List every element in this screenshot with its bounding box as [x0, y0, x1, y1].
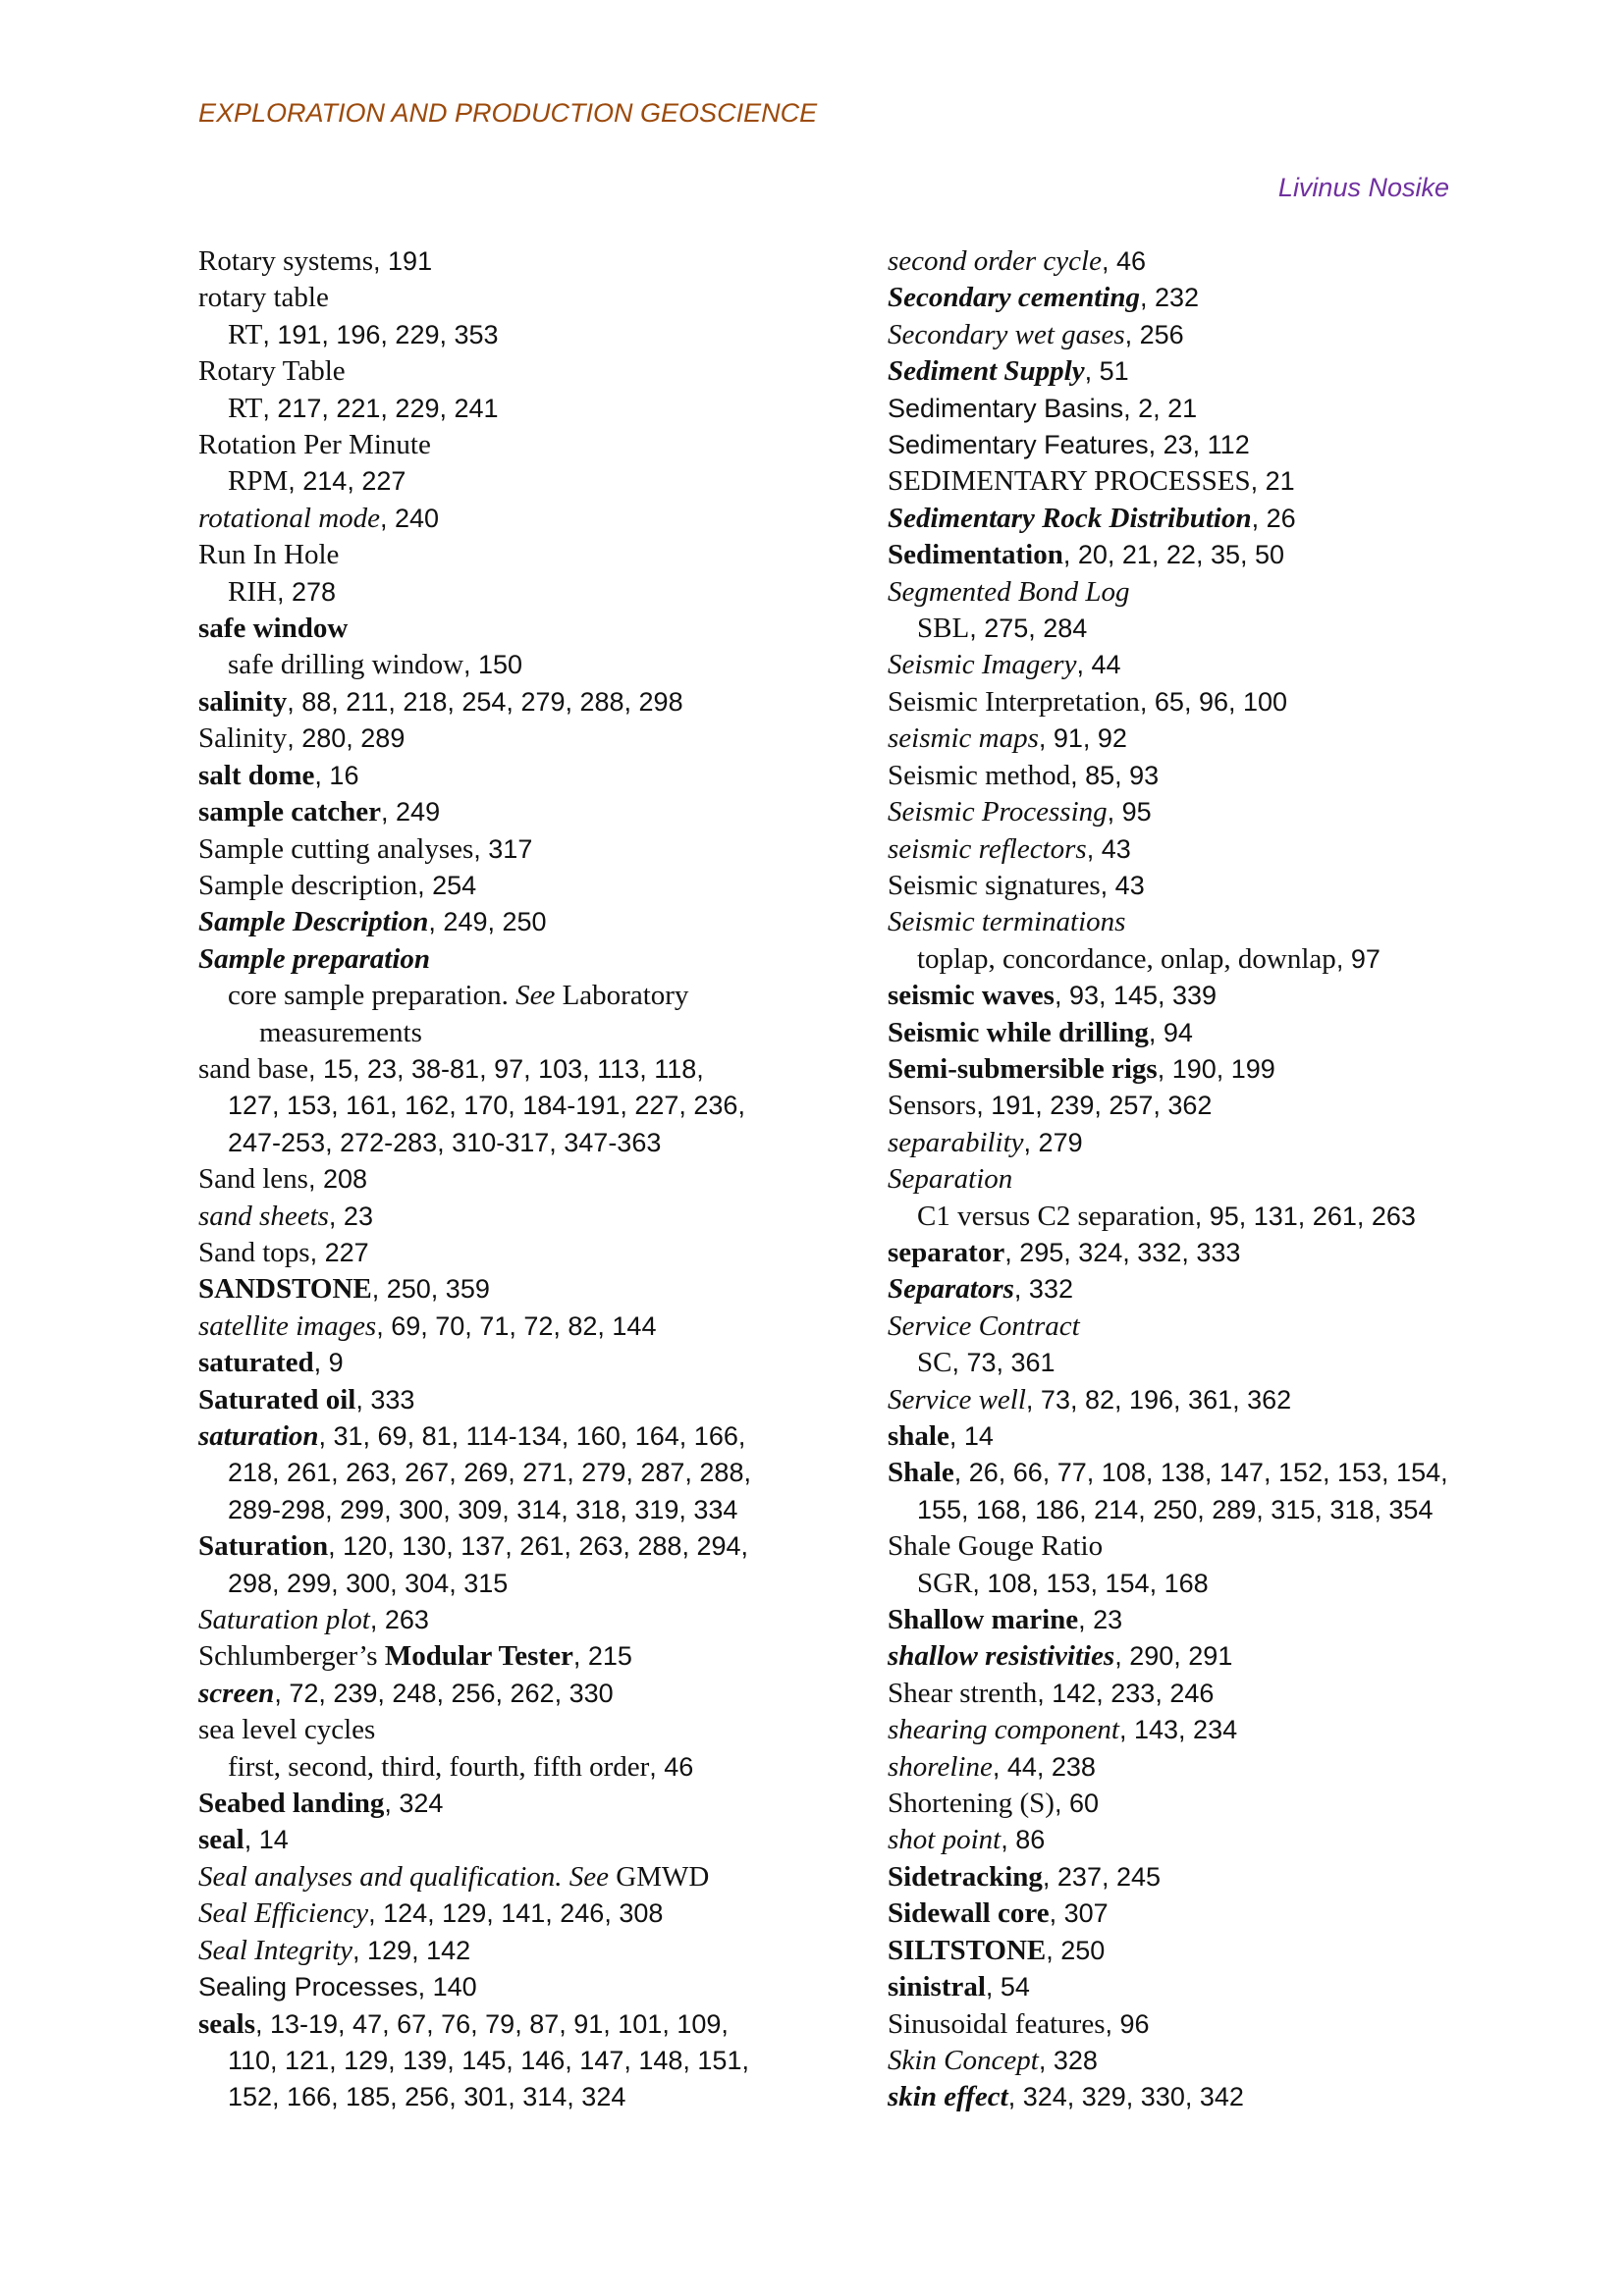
index-term: shallow resistivities [888, 1640, 1115, 1673]
index-page-numbers: , 249 [381, 797, 441, 828]
index-term: Seismic signatures [888, 869, 1101, 901]
index-entry [888, 611, 1516, 647]
index-page-numbers: , 227 [309, 1237, 369, 1267]
index-term: Seismic while drilling [888, 1016, 1149, 1048]
index-page-numbers: , 23, 112 [1148, 430, 1250, 460]
index-term: Separators [888, 1273, 1014, 1306]
index-entry [888, 1382, 1516, 1418]
index-entry [888, 391, 1516, 427]
index-term: Seal analyses and qualification [198, 1860, 556, 1893]
index-page-numbers: , 254 [417, 870, 477, 900]
index-term: Sedimentary Rock Distribution [888, 502, 1252, 534]
index-entry [198, 831, 827, 868]
index-entry [888, 1786, 1516, 1822]
index-page-numbers: , 232 [1139, 283, 1200, 313]
index-entry [888, 1015, 1516, 1051]
index-term: Seismic Interpretation [888, 685, 1140, 718]
index-entry [198, 1308, 827, 1345]
index-entry [888, 1676, 1516, 1712]
index-page-numbers: , 317 [473, 833, 533, 864]
index-page-numbers: , 93, 145, 339 [1054, 981, 1218, 1011]
index-entry [198, 317, 827, 353]
index-entry [198, 684, 827, 721]
index-entry [888, 904, 1516, 940]
index-entry [888, 868, 1516, 904]
index-term: Sensors [888, 1090, 977, 1122]
index-entry [888, 537, 1516, 573]
index-term: Segmented Bond Log [888, 575, 1130, 608]
index-term: salinity [198, 685, 288, 718]
index-page-numbers: , 69, 70, 71, 72, 82, 144 [376, 1310, 657, 1341]
index-entry [888, 2043, 1516, 2079]
index-entry [888, 574, 1516, 611]
index-term: SANDSTONE [198, 1273, 372, 1306]
index-entry [198, 1602, 827, 1638]
index-entry [888, 1969, 1516, 2005]
index-entry [198, 1492, 827, 1528]
index-entry [198, 463, 827, 500]
see-reference-target: Laboratory [555, 980, 689, 1012]
index-page-numbers: , 97 [1335, 943, 1380, 974]
index-page-numbers: , 95 [1107, 797, 1152, 828]
index-column-left [198, 243, 827, 2116]
index-term: Sidewall core [888, 1897, 1050, 1930]
index-page-numbers: 127, 153, 161, 162, 170, 184-191, 227, 236, [228, 1091, 745, 1121]
index-entry [888, 1088, 1516, 1124]
index-page-numbers: , 95, 131, 261, 263 [1194, 1201, 1416, 1231]
index-entry [198, 1455, 827, 1491]
index-entry [888, 1308, 1516, 1345]
index-term: Sedimentary Basins [888, 393, 1124, 423]
index-term: second order cycle [888, 245, 1102, 277]
index-term: seismic maps [888, 722, 1039, 755]
index-page-numbers: , 16 [314, 760, 359, 790]
index-page-numbers: , 26 [1251, 503, 1296, 533]
index-term: Schlumberger’s [198, 1640, 385, 1673]
index-term: rotary table [198, 282, 329, 314]
index-entry [198, 1418, 827, 1455]
index-page-numbers: , 46 [1101, 246, 1146, 276]
running-header-title: EXPLORATION AND PRODUCTION GEOSCIENCE [198, 98, 818, 128]
index-page-numbers: , 26, 66, 77, 108, 138, 147, 152, 153, 154, [953, 1458, 1448, 1488]
index-entry [888, 1271, 1516, 1308]
index-page-numbers: , 54 [985, 1972, 1030, 2002]
index-term: measurements [259, 1016, 422, 1048]
index-page-numbers: , 88, 211, 218, 254, 279, 288, 298 [287, 686, 683, 717]
index-term: skin effect [888, 2081, 1008, 2113]
index-entry [198, 1015, 827, 1051]
index-term: seismic waves [888, 980, 1055, 1012]
index-page-numbers: , 85, 93 [1070, 760, 1160, 790]
index-entry [888, 427, 1516, 463]
index-page-numbers: , 142, 233, 246 [1037, 1678, 1215, 1708]
index-page-numbers: , 214, 227 [288, 466, 406, 497]
index-page-numbers: , 124, 129, 141, 246, 308 [368, 1898, 664, 1929]
index-term: SC [917, 1347, 952, 1379]
index-entry [888, 1712, 1516, 1748]
index-page-numbers: , 21 [1250, 466, 1295, 497]
index-page-numbers: , 20, 21, 22, 35, 50 [1062, 540, 1285, 570]
index-entry [888, 1602, 1516, 1638]
index-term: satellite images [198, 1309, 377, 1342]
index-page-numbers: , 249, 250 [428, 907, 547, 937]
index-term: Sample description [198, 869, 418, 901]
index-entry [888, 684, 1516, 721]
index-page-numbers: , 279 [1023, 1127, 1083, 1157]
index-page-numbers: , 324 [384, 1789, 444, 1819]
index-page-numbers: , 263 [369, 1605, 429, 1635]
index-term: Shale [888, 1457, 954, 1489]
index-entry [888, 831, 1516, 868]
index-page-numbers: , 108, 153, 154, 168 [972, 1568, 1209, 1598]
index-entry [198, 537, 827, 573]
index-entry [198, 904, 827, 940]
index-entry [198, 647, 827, 683]
index-page-numbers: , 14 [244, 1825, 289, 1855]
index-term: Sand tops [198, 1236, 310, 1268]
index-entry [888, 1125, 1516, 1161]
index-term: Seismic terminations [888, 906, 1126, 938]
index-page-numbers: , 86 [1001, 1825, 1046, 1855]
index-page-numbers: , 14 [948, 1421, 994, 1451]
index-page-numbers: , 96 [1105, 2008, 1150, 2039]
index-entry [198, 941, 827, 978]
index-page-numbers: , 13-19, 47, 67, 76, 79, 87, 91, 101, 109, [255, 2008, 729, 2039]
index-page-numbers: , 208 [307, 1164, 368, 1195]
index-term: RT [228, 318, 263, 350]
index-term: Saturation [198, 1530, 329, 1563]
index-entry [198, 721, 827, 757]
index-page-numbers: , 44 [1076, 650, 1121, 680]
index-term: C1 versus C2 separation [917, 1200, 1195, 1232]
running-header-author: Livinus Nosike [1277, 173, 1449, 202]
index-entry [198, 758, 827, 794]
index-entry [888, 1749, 1516, 1786]
index-term: saturated [198, 1347, 314, 1379]
index-term: Seal Efficiency [198, 1897, 369, 1930]
index-term: Secondary wet gases [888, 318, 1125, 350]
index-term: Seabed landing [198, 1788, 385, 1820]
index-term: Sample Description [198, 906, 429, 938]
index-page-numbers: , 43 [1100, 870, 1145, 900]
index-entry [198, 1051, 827, 1088]
index-entry [198, 243, 827, 280]
index-term: Shortening (S) [888, 1788, 1055, 1820]
index-entry [888, 243, 1516, 280]
index-page-numbers: , 129, 142 [352, 1935, 471, 1965]
index-page-numbers: , 191, 239, 257, 362 [976, 1091, 1213, 1121]
index-page-numbers: , 332 [1013, 1274, 1073, 1305]
index-page-numbers: , 73, 82, 196, 361, 362 [1025, 1384, 1292, 1415]
index-page-numbers: , 120, 130, 137, 261, 263, 288, 294, [328, 1531, 749, 1562]
index-term: Sedimentary Features [888, 430, 1149, 460]
index-page-numbers: , 190, 199 [1157, 1053, 1275, 1084]
index-entry [198, 1859, 827, 1896]
index-page-numbers: , 237, 245 [1042, 1861, 1162, 1892]
index-entry [198, 501, 827, 537]
index-term: SGR [917, 1567, 973, 1599]
index-entry [888, 1566, 1516, 1602]
index-entry [198, 1125, 827, 1161]
index-entry [198, 978, 827, 1014]
index-term: Rotary systems [198, 245, 374, 277]
index-entry [888, 2079, 1516, 2115]
index-term: RIH [228, 575, 277, 608]
index-page-numbers: , 256 [1124, 319, 1184, 349]
index-term-bold: Modular Tester [384, 1640, 573, 1673]
index-entry [198, 2079, 827, 2115]
index-entry [888, 1345, 1516, 1381]
index-page-numbers: , 31, 69, 81, 114-134, 160, 164, 166, [318, 1421, 746, 1451]
index-entry [198, 794, 827, 830]
index-term: Seal Integrity [198, 1934, 353, 1966]
index-entry [198, 427, 827, 463]
index-term: Salinity [198, 722, 288, 755]
see-reference-label: . See [555, 1860, 610, 1893]
index-term: RPM [228, 465, 289, 498]
index-page-numbers: , 9 [313, 1348, 344, 1378]
index-entry [198, 1786, 827, 1822]
index-page-numbers: , 143, 234 [1119, 1715, 1238, 1745]
index-term: Saturated oil [198, 1383, 356, 1415]
index-entry [888, 1638, 1516, 1675]
index-page-numbers: , 91, 92 [1038, 723, 1127, 754]
index-entry [888, 1859, 1516, 1896]
index-entry [888, 1161, 1516, 1198]
index-page-numbers: 298, 299, 300, 304, 315 [228, 1568, 509, 1598]
index-term: rotational mode [198, 502, 381, 534]
index-term: Seismic method [888, 759, 1071, 791]
index-page-numbers: , 72, 239, 248, 256, 262, 330 [274, 1678, 614, 1708]
index-entry [198, 574, 827, 611]
index-page-numbers: , 23 [328, 1201, 373, 1231]
index-page-numbers: 218, 261, 263, 267, 269, 271, 279, 287, 288, [228, 1458, 751, 1488]
index-term: Separation [888, 1163, 1013, 1196]
index-page-numbers: , 191 [373, 246, 433, 276]
index-page-numbers: , 140 [417, 1972, 477, 2002]
index-entry [198, 1566, 827, 1602]
index-term: SEDIMENTARY PROCESSES [888, 465, 1251, 498]
index-entry [198, 1896, 827, 1932]
index-term: sea level cycles [198, 1714, 376, 1746]
index-entry [888, 353, 1516, 390]
index-entry [198, 391, 827, 427]
index-term: seals [198, 2007, 255, 2040]
index-page-numbers: , 250 [1046, 1935, 1106, 1965]
index-entry [888, 794, 1516, 830]
index-term: shoreline [888, 1750, 993, 1783]
index-page-numbers: , 46 [649, 1751, 694, 1782]
index-page-numbers: , 44, 238 [992, 1751, 1096, 1782]
index-term: RT [228, 392, 263, 424]
index-term: sand sheets [198, 1200, 329, 1232]
index-term: Seismic Imagery [888, 649, 1077, 681]
index-term: shearing component [888, 1714, 1119, 1746]
index-page-numbers: , 51 [1084, 356, 1129, 387]
index-term: screen [198, 1677, 275, 1709]
index-term: separability [888, 1126, 1024, 1158]
index-entry [888, 1235, 1516, 1271]
index-entry [888, 501, 1516, 537]
index-entry [198, 2043, 827, 2079]
index-term: Semi-submersible rigs [888, 1052, 1158, 1085]
index-entry [198, 353, 827, 390]
index-term: seismic reflectors [888, 832, 1087, 865]
index-page-numbers: , 65, 96, 100 [1139, 686, 1288, 717]
index-term: Skin Concept [888, 2044, 1039, 2076]
index-entry [888, 1455, 1516, 1491]
index-entry [888, 721, 1516, 757]
index-term: core sample preparation. [228, 980, 516, 1012]
index-term: first, second, third, fourth, fifth order [228, 1750, 650, 1783]
index-entry [888, 758, 1516, 794]
index-entry [198, 1676, 827, 1712]
index-term: Service Contract [888, 1309, 1080, 1342]
index-entry [888, 463, 1516, 500]
index-page-numbers: , 60 [1054, 1789, 1100, 1819]
index-column-right [888, 243, 1516, 2116]
index-entry [198, 868, 827, 904]
index-entry [198, 611, 827, 647]
index-term: sinistral [888, 1971, 986, 2003]
index-page-numbers: , 307 [1049, 1898, 1109, 1929]
index-entry [888, 1492, 1516, 1528]
index-entry [888, 1051, 1516, 1088]
index-page-numbers: , 217, 221, 229, 241 [262, 393, 499, 423]
index-page-numbers: , 328 [1038, 2045, 1098, 2075]
index-term: shot point [888, 1824, 1001, 1856]
index-term: Shale Gouge Ratio [888, 1530, 1104, 1563]
index-page-numbers: , 240 [380, 503, 440, 533]
index-term: Sand lens [198, 1163, 308, 1196]
index-page-numbers: , 23 [1078, 1605, 1123, 1635]
index-entry [198, 1528, 827, 1565]
index-term: seal [198, 1824, 244, 1856]
index-page-numbers: 110, 121, 129, 139, 145, 146, 147, 148, 151, [228, 2045, 749, 2075]
index-entry [888, 1822, 1516, 1858]
index-term: Shear strenth [888, 1677, 1038, 1709]
index-term: safe window [198, 613, 349, 645]
index-term: Saturation plot [198, 1604, 370, 1636]
index-term: Rotation Per Minute [198, 429, 431, 461]
index-entry [888, 1199, 1516, 1235]
index-term: SBL [917, 613, 970, 645]
index-entry [888, 280, 1516, 316]
index-page-numbers: , 333 [355, 1384, 415, 1415]
index-page-numbers: , 15, 23, 38-81, 97, 103, 113, 118, [307, 1053, 704, 1084]
index-page-numbers: , 150 [463, 650, 523, 680]
index-term: Sinusoidal features [888, 2007, 1106, 2040]
index-entry [198, 1933, 827, 1969]
index-entry [198, 1345, 827, 1381]
index-page-numbers: , 278 [276, 576, 337, 607]
index-entry [198, 1822, 827, 1858]
index-entry [198, 280, 827, 316]
index-entry [198, 1161, 827, 1198]
index-page-numbers: 289-298, 299, 300, 309, 314, 318, 319, 334 [228, 1494, 738, 1524]
see-reference-target: GMWD [609, 1860, 710, 1893]
index-term: Service well [888, 1383, 1026, 1415]
index-term: Sidetracking [888, 1860, 1043, 1893]
index-page-numbers: , 215 [572, 1641, 632, 1672]
index-term: saturation [198, 1420, 319, 1452]
index-page-numbers: , 324, 329, 330, 342 [1007, 2082, 1244, 2112]
index-entry [198, 1382, 827, 1418]
see-reference-label: See [515, 980, 556, 1012]
index-entry [198, 1235, 827, 1271]
index-entry [888, 978, 1516, 1014]
index-entry [198, 1712, 827, 1748]
index-term: Sedimentation [888, 539, 1063, 571]
index-entry [888, 1418, 1516, 1455]
index-page-numbers: , 280, 289 [287, 723, 406, 754]
index-term: sample catcher [198, 796, 382, 828]
index-entry [198, 1969, 827, 2005]
index-page-numbers: , 290, 291 [1114, 1641, 1233, 1672]
index-term: Sample cutting analyses [198, 832, 474, 865]
index-page-numbers: , 191, 196, 229, 353 [262, 319, 499, 349]
index-entry [198, 1638, 827, 1675]
index-page-numbers: , 275, 284 [969, 614, 1088, 644]
index-entry [888, 941, 1516, 978]
index-page-numbers: 247-253, 272-283, 310-317, 347-363 [228, 1127, 662, 1157]
index-entry [888, 647, 1516, 683]
index-page-numbers: , 295, 324, 332, 333 [1004, 1237, 1241, 1267]
index-term: Sealing Processes [198, 1972, 418, 2002]
index-entry [198, 1199, 827, 1235]
index-term: Shallow marine [888, 1604, 1079, 1636]
index-entry [888, 317, 1516, 353]
index-term: sand base [198, 1052, 308, 1085]
index-page-numbers: , 250, 359 [371, 1274, 490, 1305]
index-term: Seismic Processing [888, 796, 1108, 828]
index-term: Sediment Supply [888, 355, 1085, 388]
index-page-numbers: 152, 166, 185, 256, 301, 314, 324 [228, 2082, 626, 2112]
index-entry [198, 2006, 827, 2043]
index-term: salt dome [198, 759, 315, 791]
index-term: SILTSTONE [888, 1934, 1047, 1966]
index-entry [198, 1271, 827, 1308]
index-entry [888, 2006, 1516, 2043]
index-term: Rotary Table [198, 355, 346, 388]
index-entry [888, 1933, 1516, 1969]
index-term: Run In Hole [198, 539, 340, 571]
index-page-numbers: , 43 [1086, 833, 1131, 864]
index-entry [198, 1088, 827, 1124]
index-term: separator [888, 1236, 1005, 1268]
index-page-numbers: , 2, 21 [1123, 393, 1198, 423]
index-term: shale [888, 1420, 949, 1452]
index-term: toplap, concordance, onlap, downlap [917, 942, 1336, 975]
index-page-numbers: 155, 168, 186, 214, 250, 289, 315, 318, 354 [917, 1494, 1434, 1524]
index-term: Sample preparation [198, 942, 431, 975]
index-page-numbers: , 94 [1148, 1017, 1193, 1047]
index-entry [888, 1896, 1516, 1932]
index-entry [888, 1528, 1516, 1565]
index-term: Secondary cementing [888, 282, 1140, 314]
index-term: safe drilling window [228, 649, 464, 681]
index-page-numbers: , 73, 361 [951, 1348, 1056, 1378]
index-entry [198, 1749, 827, 1786]
